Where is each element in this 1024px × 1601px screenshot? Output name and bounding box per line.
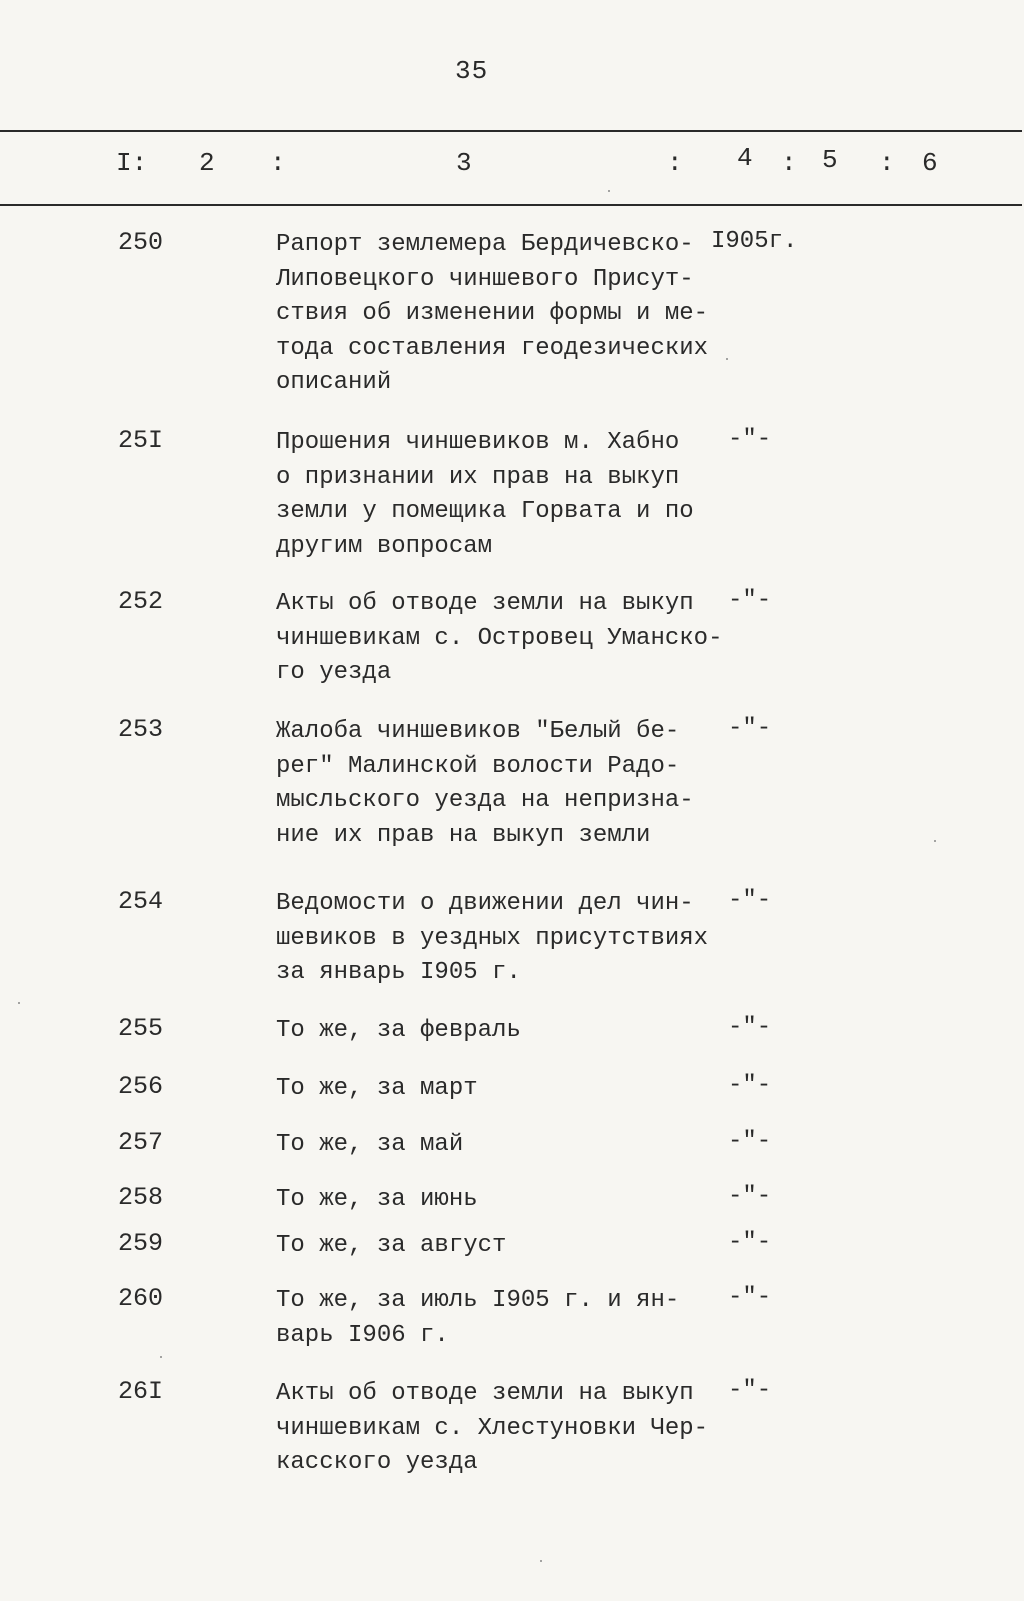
row-number: 25I [118,426,164,455]
row-title: Ведомости о движении дел чин- шевиков в уездных присутствиях за январь I905 г. [276,890,709,986]
header-col3: 3 [456,148,472,178]
row-date: -"- [728,587,772,614]
header-col2: 2 [199,148,215,178]
header-sep3: : [781,148,797,178]
header-col4: 4 [737,143,753,173]
scan-speck [726,358,728,360]
row-number: 257 [118,1128,164,1157]
row-date: -"- [728,426,772,453]
row-number: 258 [118,1183,164,1212]
header-sep2: : [667,148,683,178]
row-title: То же, за июль I905 г. и ян- варь I906 г. [276,1287,680,1349]
row-title: Жалоба чиншевиков "Белый бе- рег" Малинской волости Радо- мысльского уезда на непризна- ние их прав на выкуп земли [276,718,694,849]
header-top-rule [0,130,1022,132]
row-date: I905г. [711,228,798,255]
row-date: -"- [728,1377,772,1404]
row-number: 255 [118,1014,164,1043]
header-bottom-rule [0,204,1022,206]
row-date: -"- [728,1284,772,1311]
row-title: То же, за август [276,1232,507,1259]
header-col5: 5 [822,145,838,175]
header-col1: I: [116,148,148,178]
scan-speck [608,190,610,192]
row-title: То же, за февраль [276,1017,521,1044]
row-date: -"- [728,1183,772,1210]
header-col6: 6 [922,148,938,178]
row-title: Акты об отводе земли на выкуп чиншевикам с. Островец Уманско- го уезда [276,590,723,686]
row-title: То же, за май [276,1131,464,1158]
row-number: 260 [118,1284,164,1313]
row-number: 254 [118,887,164,916]
row-date: -"- [728,1014,772,1041]
row-date: -"- [728,1229,772,1256]
row-date: -"- [728,887,772,914]
header-sep1: : [270,148,286,178]
row-number: 259 [118,1229,164,1258]
scan-speck [18,1002,20,1004]
row-number: 26I [118,1377,164,1406]
row-date: -"- [728,1128,772,1155]
scan-speck [934,840,936,842]
page-number: 35 [455,56,489,86]
row-number: 252 [118,587,164,616]
row-title: Рапорт землемера Бердичевско- Липовецкого чиншевого Присут- ствия об изменении формы и ме- тода составления геодезических описаний [276,231,709,396]
row-date: -"- [728,1072,772,1099]
row-date: -"- [728,715,772,742]
header-sep4: : [879,148,895,178]
row-number: 256 [118,1072,164,1101]
row-number: 253 [118,715,164,744]
scan-speck [160,1356,162,1358]
row-title: То же, за март [276,1075,478,1102]
row-title: Акты об отводе земли на выкуп чиншевикам с. Хлестуновки Чер- касского уезда [276,1380,709,1476]
row-title: Прошения чиншевиков м. Хабно о признании их прав на выкуп земли у помещика Горвата и по другим вопросам [276,429,694,560]
row-number: 250 [118,228,164,257]
scan-speck [540,1560,542,1562]
row-title: То же, за июнь [276,1186,478,1213]
